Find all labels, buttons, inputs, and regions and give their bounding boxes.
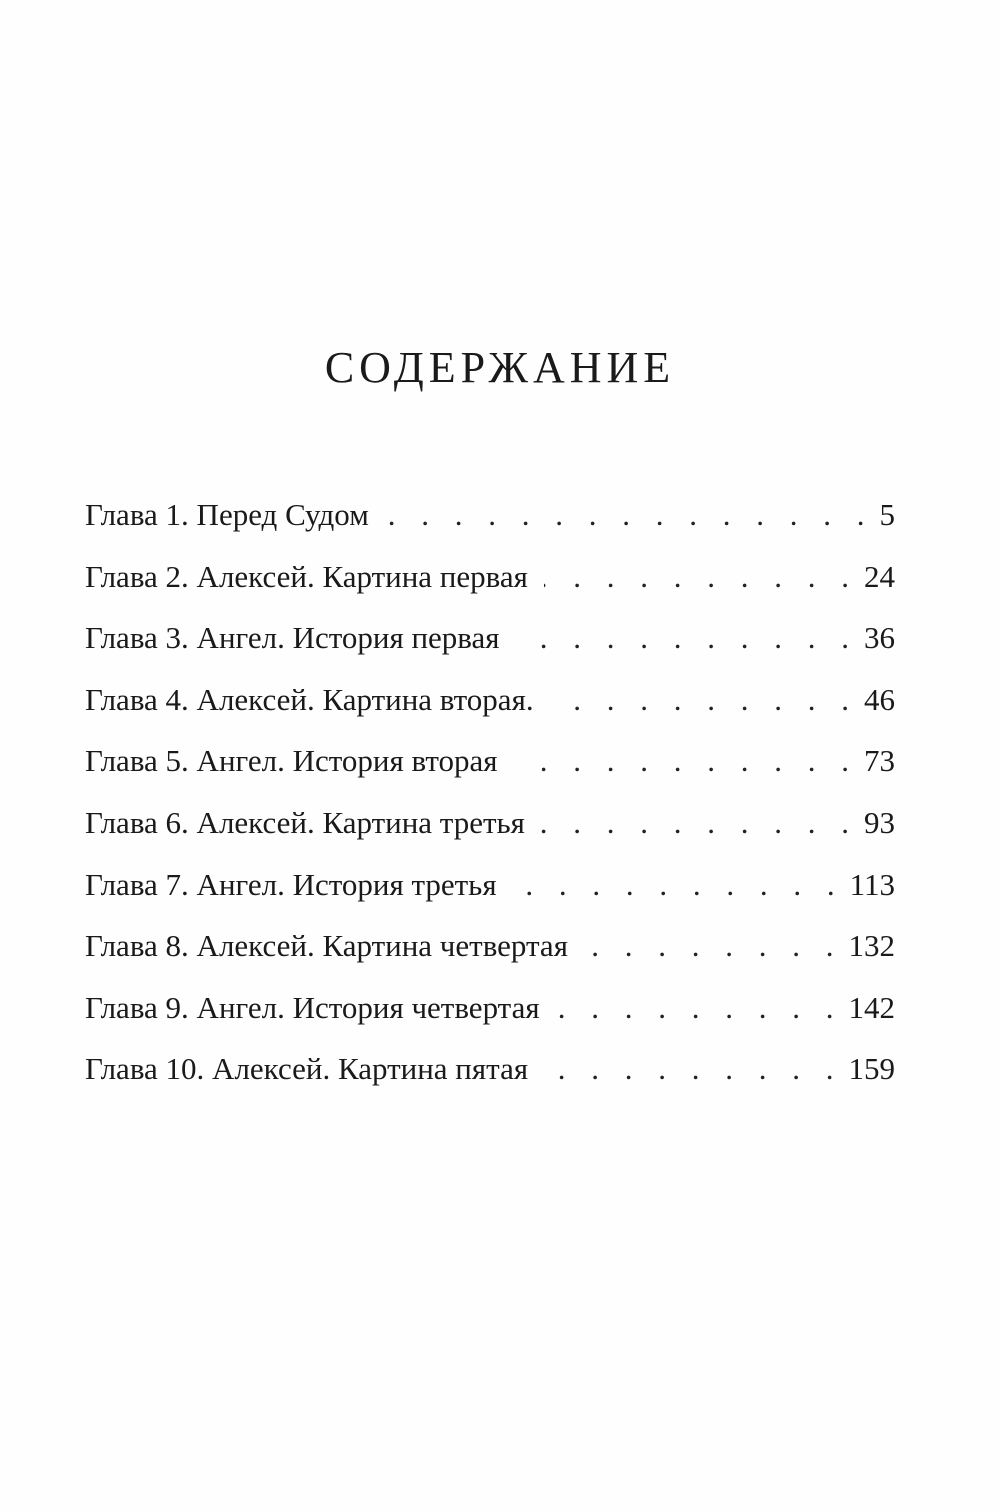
toc-entry-label: Глава 5. Ангел. История вторая	[85, 743, 498, 779]
toc-entry	[85, 490, 895, 552]
toc-entry	[85, 983, 895, 1045]
toc-entry-label: Глава 4. Алексей. Картина вторая.	[85, 681, 534, 717]
toc-entry-label: Глава 2. Алексей. Картина первая	[85, 558, 528, 594]
toc-entry-label: Глава 10. Алексей. Картина пятая	[85, 1051, 529, 1087]
dot-leader	[550, 675, 858, 725]
dot-leader	[541, 798, 858, 848]
toc-entry-page: 93	[864, 804, 895, 840]
toc-entry-page: 24	[864, 558, 895, 594]
page-title: СОДЕРЖАНИЕ	[324, 343, 676, 392]
dot-leader	[544, 552, 858, 602]
toc-entry	[85, 675, 895, 737]
toc-entry-page: 142	[848, 989, 895, 1025]
dot-leader	[516, 613, 858, 663]
dot-leader	[544, 1044, 842, 1094]
dot-leader	[584, 921, 843, 971]
toc-entry-label: Глава 9. Ангел. История четвертая	[85, 989, 540, 1025]
toc-entry-page: 113	[849, 866, 895, 902]
toc-entry-label: Глава 7. Ангел. История третья	[85, 866, 497, 902]
dot-leader	[385, 490, 874, 540]
dot-leader	[556, 983, 843, 1033]
dot-leader	[513, 860, 844, 910]
toc-entry-label: Глава 1. Перед Судом	[85, 497, 369, 532]
toc-entry-label: Глава 3. Ангел. История первая	[85, 620, 500, 656]
dot-leader	[513, 736, 858, 786]
toc-entry-page: 46	[864, 681, 895, 717]
toc-entry	[85, 860, 895, 922]
table-of-contents	[85, 490, 895, 1106]
toc-entry-label: Глава 8. Алексей. Картина четвертая	[85, 928, 568, 964]
toc-entry-page: 132	[848, 928, 895, 964]
toc-entry	[85, 736, 895, 798]
toc-entry	[85, 613, 895, 675]
toc-entry-label: Глава 6. Алексей. Картина третья	[85, 804, 525, 840]
toc-entry	[85, 921, 895, 983]
toc-entry-page: 73	[864, 743, 895, 779]
toc-entry	[85, 1044, 895, 1106]
toc-entry-page: 159	[848, 1051, 895, 1087]
toc-entry	[85, 552, 895, 614]
toc-entry-page: 5	[879, 497, 895, 532]
toc-entry	[85, 798, 895, 860]
toc-entry-page: 36	[864, 620, 895, 656]
